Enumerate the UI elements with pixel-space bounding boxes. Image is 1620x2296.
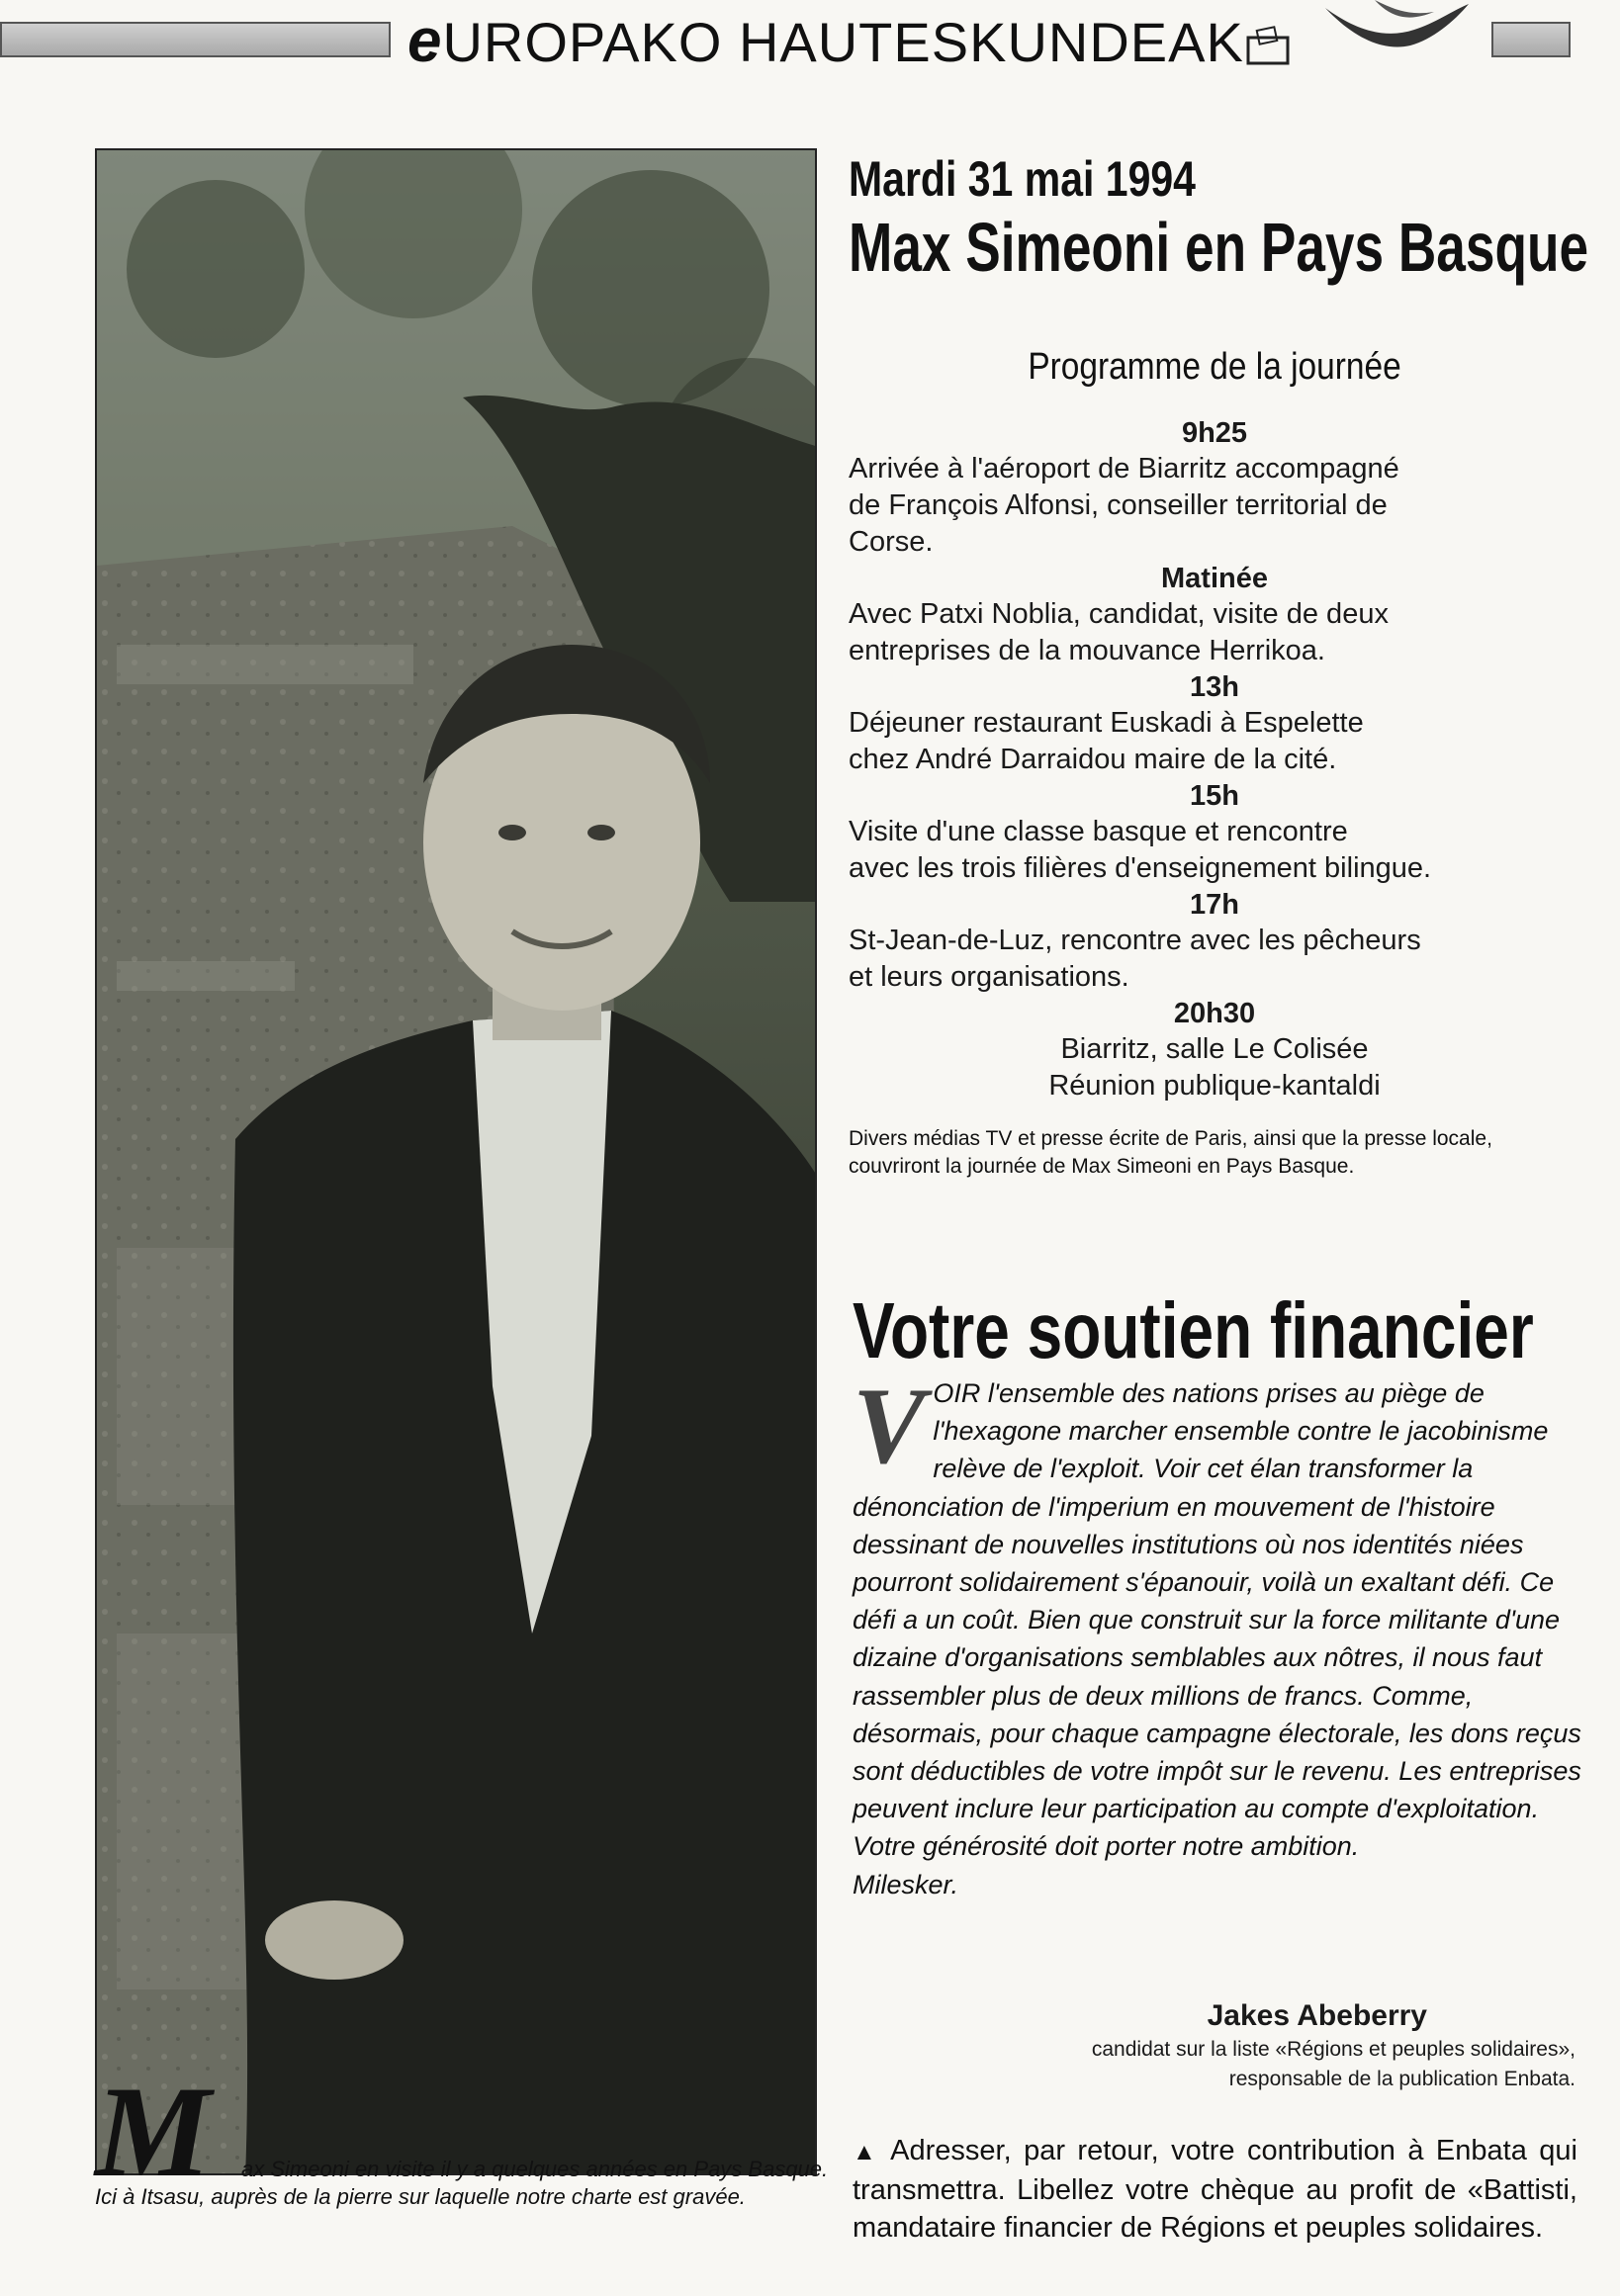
schedule-description-line: Avec Patxi Noblia, candidat, visite de deux xyxy=(849,598,1389,630)
section-title-soutien: Votre soutien financier xyxy=(853,1286,1534,1374)
schedule-description-line: Corse. xyxy=(849,526,934,558)
schedule-time: 17h xyxy=(1190,889,1239,921)
schedule-description-line: Réunion publique-kantaldi xyxy=(1048,1070,1381,1102)
photo-illustration xyxy=(97,150,817,2175)
media-note xyxy=(849,1125,1580,1181)
schedule-description-line: Déjeuner restaurant Euskadi à Espelette xyxy=(849,707,1364,739)
media-note-line-1: Divers médias TV et presse écrite de Paris, ainsi que la presse locale, xyxy=(849,1127,1492,1150)
schedule-time: 9h25 xyxy=(1181,417,1248,449)
schedule-time: 20h30 xyxy=(1173,998,1256,1029)
caption-drop-letter: M xyxy=(95,2059,212,2204)
article-drop-letter: V xyxy=(853,1366,926,1486)
triangle-bullet-icon: ▲ xyxy=(853,2139,881,2165)
caption-line-2: Ici à Itsasu, auprès de la pierre sur laquelle notre charte est gravée. xyxy=(95,2184,746,2209)
schedule-time: 15h xyxy=(1190,780,1239,812)
appeal-text: Adresser, par retour, votre contribution à Enbata qui transmettra. Libellez votre chèque au profit de «Battisti, mandataire financier de Régions et peuples solidaires. xyxy=(853,2135,1577,2244)
article-body: OIR l'ensemble des nations prises au piège de l'hexagone marcher ensemble contre le jacobinisme relève de l'exploit. Voir cet élan transformer la dénonciation de l'imperium en mouvement de l'histoire dessinant de nouvelles institutions où nos identités niées pourront solidairement s'épanouir, voilà un exaltant défi. Ce défi a un coût. Bien que construit sur la force militante d'une dizaine d'organisations semblables aux nôtres, il nous faut rassembler plus de deux millions de francs. Comme, désormais, pour chaque campagne électorale, les dons reçus sont déductibles de votre impôt sur le revenu. Les entreprises peuvent inclure leur participation au compte d'exploitation. xyxy=(853,1378,1581,1824)
masthead-bar-left xyxy=(0,22,391,57)
schedule-description-line: entreprises de la mouvance Herrikoa. xyxy=(849,635,1325,666)
contribution-appeal xyxy=(853,2132,1577,2247)
schedule-description-line: Arrivée à l'aéroport de Biarritz accompagné xyxy=(849,453,1399,485)
article-closing-1: Votre générosité doit porter notre ambition. xyxy=(853,1831,1360,1862)
article-date: Mardi 31 mai 1994 xyxy=(849,151,1196,207)
masthead-title xyxy=(407,6,1244,76)
schedule-description-line: Biarritz, salle Le Colisée xyxy=(1060,1033,1369,1065)
leaf-ornament-icon xyxy=(1315,0,1474,59)
schedule-description-line: de François Alfonsi, conseiller territorial de xyxy=(849,489,1388,521)
schedule-description-line: avec les trois filières d'enseignement bilingue. xyxy=(849,852,1432,884)
article-closing-2: Milesker. xyxy=(853,1869,959,1899)
schedule-time: Matinée xyxy=(1161,563,1268,594)
signer-name: Jakes Abeberry xyxy=(1207,1999,1427,2032)
signer-role-1: candidat sur la liste «Régions et peuples solidaires», xyxy=(1091,2038,1575,2061)
caption-line-1: ax Simeoni en visite il y a quelques années en Pays Basque. xyxy=(241,2157,829,2181)
programme-schedule xyxy=(849,415,1580,1104)
article-title: Max Simeoni en Pays Basque xyxy=(849,209,1589,286)
masthead-title-rest: UROPAKO HAUTESKUNDEAK xyxy=(442,11,1244,73)
schedule-description-line: et leurs organisations. xyxy=(849,961,1129,993)
signature-block xyxy=(849,1997,1575,2094)
photo-max-simeoni-stone xyxy=(95,148,817,2175)
masthead-title-initial: e xyxy=(407,7,443,75)
schedule-time: 13h xyxy=(1190,671,1239,703)
signer-role-2: responsable de la publication Enbata. xyxy=(1228,2068,1575,2090)
schedule-description-line: St-Jean-de-Luz, rencontre avec les pêcheurs xyxy=(849,925,1421,956)
ballot-box-icon xyxy=(1244,26,1294,67)
schedule-description-line: Visite d'une classe basque et rencontre xyxy=(849,816,1348,847)
media-note-line-2: couvriront la journée de Max Simeoni en Pays Basque. xyxy=(849,1155,1355,1178)
schedule-description-line: chez André Darraidou maire de la cité. xyxy=(849,744,1337,775)
masthead xyxy=(0,0,1620,77)
masthead-bar-right xyxy=(1491,22,1571,57)
soutien-article xyxy=(853,1366,1582,1903)
programme-heading: Programme de la journée xyxy=(1028,346,1401,388)
